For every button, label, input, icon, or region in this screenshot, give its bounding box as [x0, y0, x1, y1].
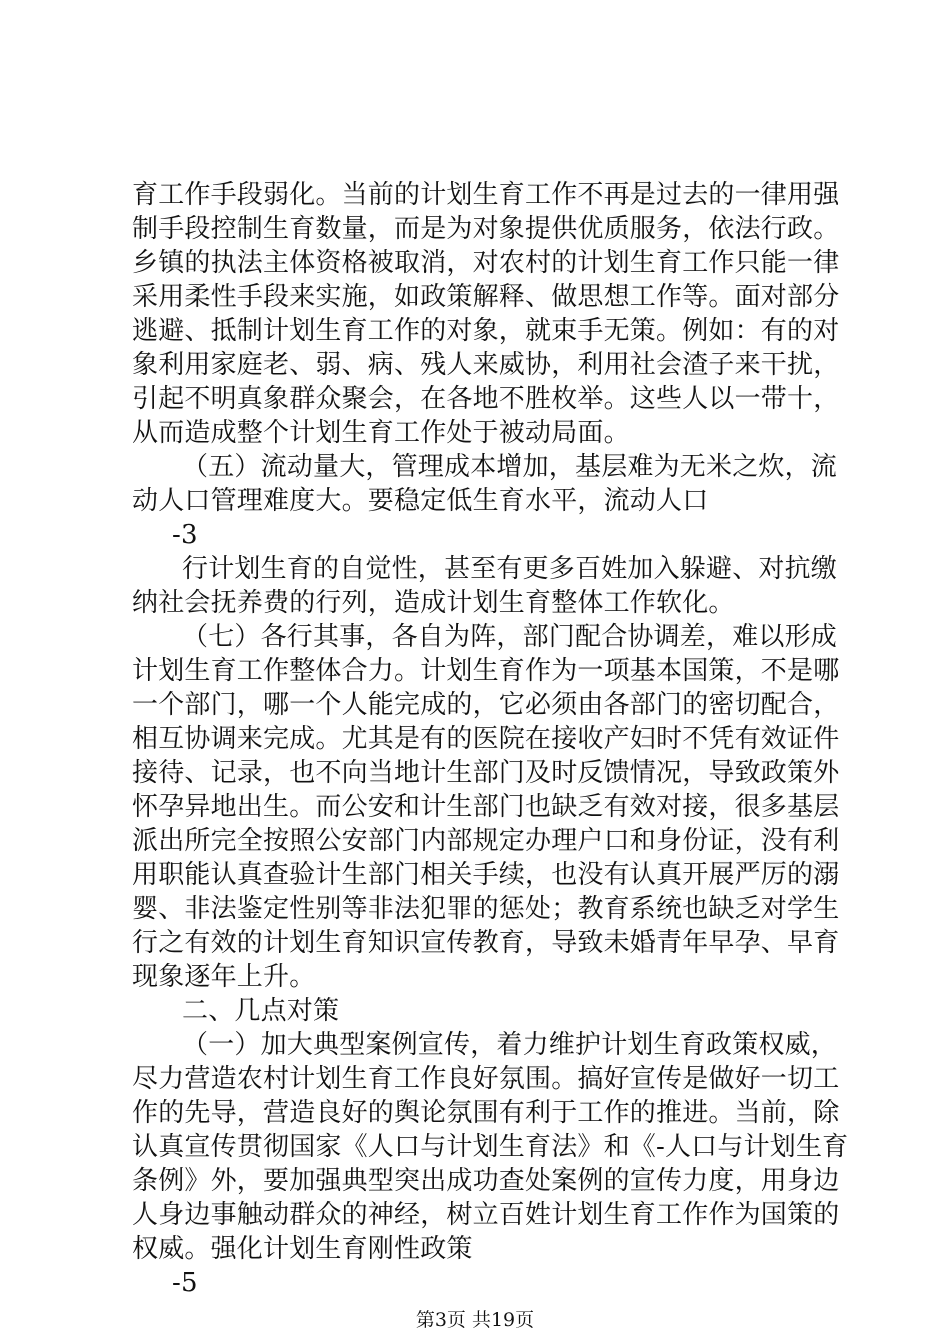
body-text-line: 权威。强化计划生育刚性政策: [132, 1234, 473, 1264]
paragraph-heading-line: （五）流动量大，管理成本增加，基层难为无米之炊，流: [182, 452, 838, 482]
body-text-line: 条例》外，要加强典型突出成功查处案例的宣传力度，用身边: [132, 1166, 840, 1196]
body-text-line: 作的先导，营造良好的舆论氛围有利于工作的推进。当前，除: [132, 1098, 840, 1128]
body-text-line: 一个部门，哪一个人能完成的，它必须由各部门的密切配合，: [132, 690, 840, 720]
body-text-line: 尽力营造农村计划生育工作良好氛围。搞好宣传是做好一切工: [132, 1064, 840, 1094]
body-text-line: 育工作手段弱化。当前的计划生育工作不再是过去的一律用强: [132, 180, 840, 210]
body-text-line: 引起不明真象群众聚会，在各地不胜枚举。这些人以一带十，: [132, 384, 840, 414]
body-text-line: 逃避、抵制计划生育工作的对象，就束手无策。例如：有的对: [132, 316, 840, 346]
page-footer: 第3页 共19页: [415, 1309, 535, 1331]
body-text-line: 现象逐年上升。: [132, 962, 316, 992]
paragraph-heading-line: （七）各行其事，各自为阵，部门配合协调差，难以形成: [182, 622, 838, 652]
body-text-line: 相互协调来完成。尤其是有的医院在接收产妇时不凭有效证件: [132, 724, 840, 754]
page-marker: -3: [172, 520, 198, 550]
body-text-line: 制手段控制生育数量，而是为对象提供优质服务，依法行政。: [132, 214, 840, 244]
body-text-line: 纳社会抚养费的行列，造成计划生育整体工作软化。: [132, 588, 735, 618]
body-text-line: 计划生育工作整体合力。计划生育作为一项基本国策，不是哪: [132, 656, 840, 686]
body-text-line: 采用柔性手段来实施，如政策解释、做思想工作等。面对部分: [132, 282, 840, 312]
body-text-line: 象利用家庭老、弱、病、残人来威协，利用社会渣子来干扰，: [132, 350, 840, 380]
body-text-line: 认真宣传贯彻国家《人口与计划生育法》和《-人口与计划生育: [132, 1132, 849, 1162]
body-text-line: 行之有效的计划生育知识宣传教育，导致未婚青年早孕、早育: [132, 928, 840, 958]
paragraph-heading-line: （一）加大典型案例宣传，着力维护计划生育政策权威，: [182, 1030, 838, 1060]
body-text-line: 从而造成整个计划生育工作处于被动局面。: [132, 418, 630, 448]
body-text-line: 怀孕异地出生。而公安和计生部门也缺乏有效对接，很多基层: [132, 792, 840, 822]
body-text-line: 人身边事触动群众的神经，树立百姓计划生育工作作为国策的: [132, 1200, 840, 1230]
body-text-line: 用职能认真查验计生部门相关手续，也没有认真开展严厉的溺: [132, 860, 840, 890]
section-heading: 二、几点对策: [182, 996, 340, 1026]
body-text-line: 动人口管理难度大。要稳定低生育水平，流动人口: [132, 486, 709, 516]
body-text-line: 派出所完全按照公安部门内部规定办理户口和身份证，没有利: [132, 826, 840, 856]
body-text-line: 接待、记录，也不向当地计生部门及时反馈情况，导致政策外: [132, 758, 840, 788]
page-marker: -5: [172, 1268, 198, 1298]
body-text-line: 乡镇的执法主体资格被取消，对农村的计划生育工作只能一律: [132, 248, 840, 278]
body-text-line: 行计划生育的自觉性，甚至有更多百姓加入躲避、对抗缴: [182, 554, 838, 584]
body-text-line: 婴、非法鉴定性别等非法犯罪的惩处；教育系统也缺乏对学生: [132, 894, 840, 924]
